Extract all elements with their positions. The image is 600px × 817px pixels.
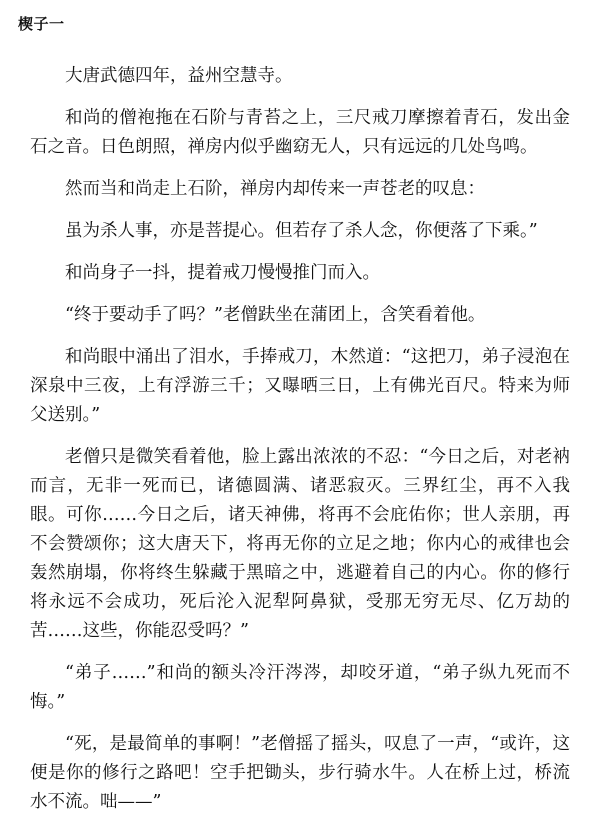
paragraph: “弟子……”和尚的额头冷汗涔涔，却咬牙道，“弟子纵九死而不悔。” xyxy=(30,663,570,712)
paragraph: 和尚身子一抖，提着戒刀慢慢推门而入。 xyxy=(65,263,380,283)
paragraph: 虽为杀人事，亦是菩提心。但若存了杀人念，你便落了下乘。” xyxy=(65,221,538,241)
chapter-title: 楔子一 xyxy=(18,15,65,33)
paragraph: 老僧只是微笑看着他，脸上露出浓浓的不忍：“今日之后，对老衲而言，无非一死而已，诸德圆满、诸恶寂灭。三界红尘，再不入我眼。可你……今日之后，诸天神佛，将再不会庇佑你；世人亲朋，再不会赞颂你；这大唐天下，将再无你的立足之地；你内心的戒律也会轰然崩塌，你将终生躲藏于黑暗之中，逃避着自己的内心。你的修行将永远不会成功，死后沦入泥犁阿鼻狱，受那无穷无尽、亿万劫的苦……这些，你能忍受吗？” xyxy=(30,447,570,641)
paragraph: 大唐武德四年，益州空慧寺。 xyxy=(65,66,293,86)
paragraph: “终于要动手了吗？”老僧趺坐在蒲团上，含笑看着他。 xyxy=(65,305,486,325)
paragraph: 和尚的僧袍拖在石阶与青苔之上，三尺戒刀摩擦着青石，发出金石之音。日色朗照，禅房内似乎幽窈无人，只有远远的几处鸟鸣。 xyxy=(30,108,570,157)
paragraph: 和尚眼中涌出了泪水，手捧戒刀，木然道：“这把刀，弟子浸泡在深泉中三夜，上有浮游三千；又曝晒三日，上有佛光百尺。特来为师父送别。” xyxy=(30,347,570,425)
paragraph: “死，是最简单的事啊！”老僧摇了摇头，叹息了一声，“或许，这便是你的修行之路吧！空手把锄头，步行骑水牛。人在桥上过，桥流水不流。咄——” xyxy=(30,734,570,812)
paragraph: 然而当和尚走上石阶，禅房内却传来一声苍老的叹息： xyxy=(65,179,485,199)
